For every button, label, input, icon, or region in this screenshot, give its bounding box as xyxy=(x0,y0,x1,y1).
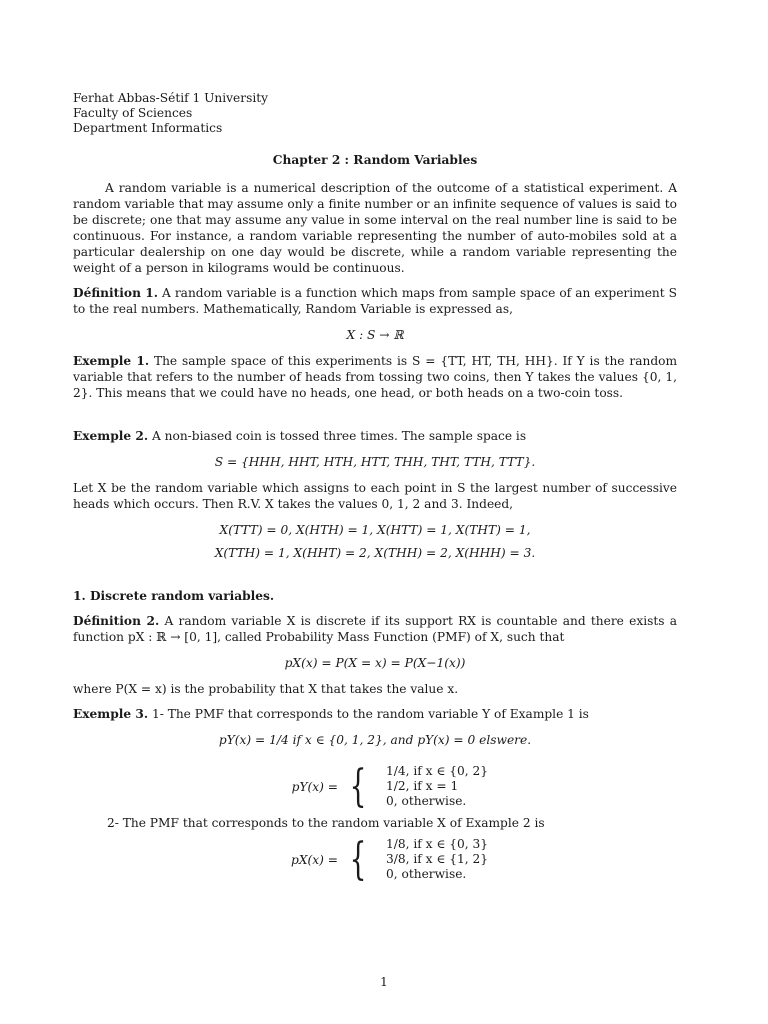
pmf-y-cases-rows xyxy=(386,764,488,809)
section-heading-discrete: 1. Discrete random variables. xyxy=(73,589,275,603)
left-brace-icon: { xyxy=(349,833,367,885)
definition-1-label: Définition 1. xyxy=(73,286,159,300)
header-block xyxy=(73,91,677,136)
page-title: Chapter 2 : Random Variables xyxy=(272,153,478,167)
document-page xyxy=(73,91,678,885)
pmf-x-cases xyxy=(73,833,677,885)
definition-2 xyxy=(73,613,677,645)
pmf-definition-formula: pX(x) = P(X = x) = P(X−1(x)) xyxy=(284,656,466,670)
example-3-label: Exemple 3. xyxy=(73,707,149,721)
pmf-y-cases-lhs: pY(x) = xyxy=(291,779,338,794)
pmf-y-cases xyxy=(73,760,677,812)
faculty-name: Faculty of Sciences xyxy=(73,106,193,120)
example-3-text: 1- The PMF that corresponds to the random variable Y of Example 1 is xyxy=(151,707,589,721)
department-name: Department Informatics xyxy=(73,121,223,135)
left-brace-icon: { xyxy=(349,760,367,812)
intro-paragraph: A random variable is a numerical description of the outcome of a statistical experiment. A random variable that may assume only a finite number or an infinite sequence of values is said to be discrete; one that may assume any value in some interval on the real number line is said to be continuous. For instance, a random variable representing the number of auto-mobiles sold at a particular dealership on one day would be discrete, while a random variable representing the weight of a person in kilograms would be continuous. xyxy=(73,181,677,275)
example-3-text2: 2- The PMF that corresponds to the random variable X of Example 2 is xyxy=(107,816,545,830)
example-2 xyxy=(73,428,677,444)
example-1-label: Exemple 1. xyxy=(73,354,150,368)
case-row: 1/8, if x ∈ {0, 3} xyxy=(386,837,489,851)
definition-1-formula: X : S → ℝ xyxy=(346,328,404,342)
pmf-x-cases-rows xyxy=(386,837,488,882)
pmf-y-inline-formula: pY(x) = 1/4 if x ∈ {0, 1, 2}, and pY(x) = 0 elswere. xyxy=(218,733,532,747)
definition-2-text: A random variable X is discrete if its support RX is countable and there exists a function pX : ℝ → [0, 1], called Probability Mass Function (PMF) of X, such that xyxy=(73,614,678,644)
definition-1 xyxy=(73,285,677,317)
example-2-label: Exemple 2. xyxy=(73,429,149,443)
definition-2-label: Définition 2. xyxy=(73,614,160,628)
page-number: 1 xyxy=(380,975,388,989)
sample-space-formula: S = {HHH, HHT, HTH, HTT, THH, THT, TTH, TTT}. xyxy=(214,455,536,469)
example-1-text: The sample space of this experiments is S = {TT, HT, TH, HH}. If Y is the random variable that refers to the number of heads from tossing two coins, then Y takes the values {0, 1, 2}. This means that we could have no heads, one head, or both heads on a two-coin toss. xyxy=(73,354,678,400)
example-3 xyxy=(73,706,677,722)
definition-1-text: A random variable is a function which maps from sample space of an experiment S to the real numbers. Mathematically, Random Variable is expressed as, xyxy=(73,286,678,316)
example-2-text2: Let X be the random variable which assigns to each point in S the largest number of successive heads which occurs. Then R.V. X takes the values 0, 1, 2 and 3. Indeed, xyxy=(73,481,677,511)
case-row: 1/2, if x = 1 xyxy=(386,779,459,793)
definition-2-text2: where P(X = x) is the probability that X that takes the value x. xyxy=(73,682,459,696)
case-row: 3/8, if x ∈ {1, 2} xyxy=(386,852,489,866)
mapping-formula-2: X(TTH) = 1, X(HHT) = 2, X(THH) = 2, X(HHH) = 3. xyxy=(214,546,536,560)
case-row: 0, otherwise. xyxy=(386,867,467,881)
university-name: Ferhat Abbas-Sétif 1 University xyxy=(73,91,269,105)
case-row: 1/4, if x ∈ {0, 2} xyxy=(386,764,489,778)
pmf-x-cases-lhs: pX(x) = xyxy=(291,852,338,867)
case-row: 0, otherwise. xyxy=(386,794,467,808)
example-1 xyxy=(73,353,677,401)
mapping-formula-1: X(TTT) = 0, X(HTH) = 1, X(HTT) = 1, X(THT) = 1, xyxy=(219,523,531,537)
example-2-text: A non-biased coin is tossed three times. The sample space is xyxy=(151,429,527,443)
